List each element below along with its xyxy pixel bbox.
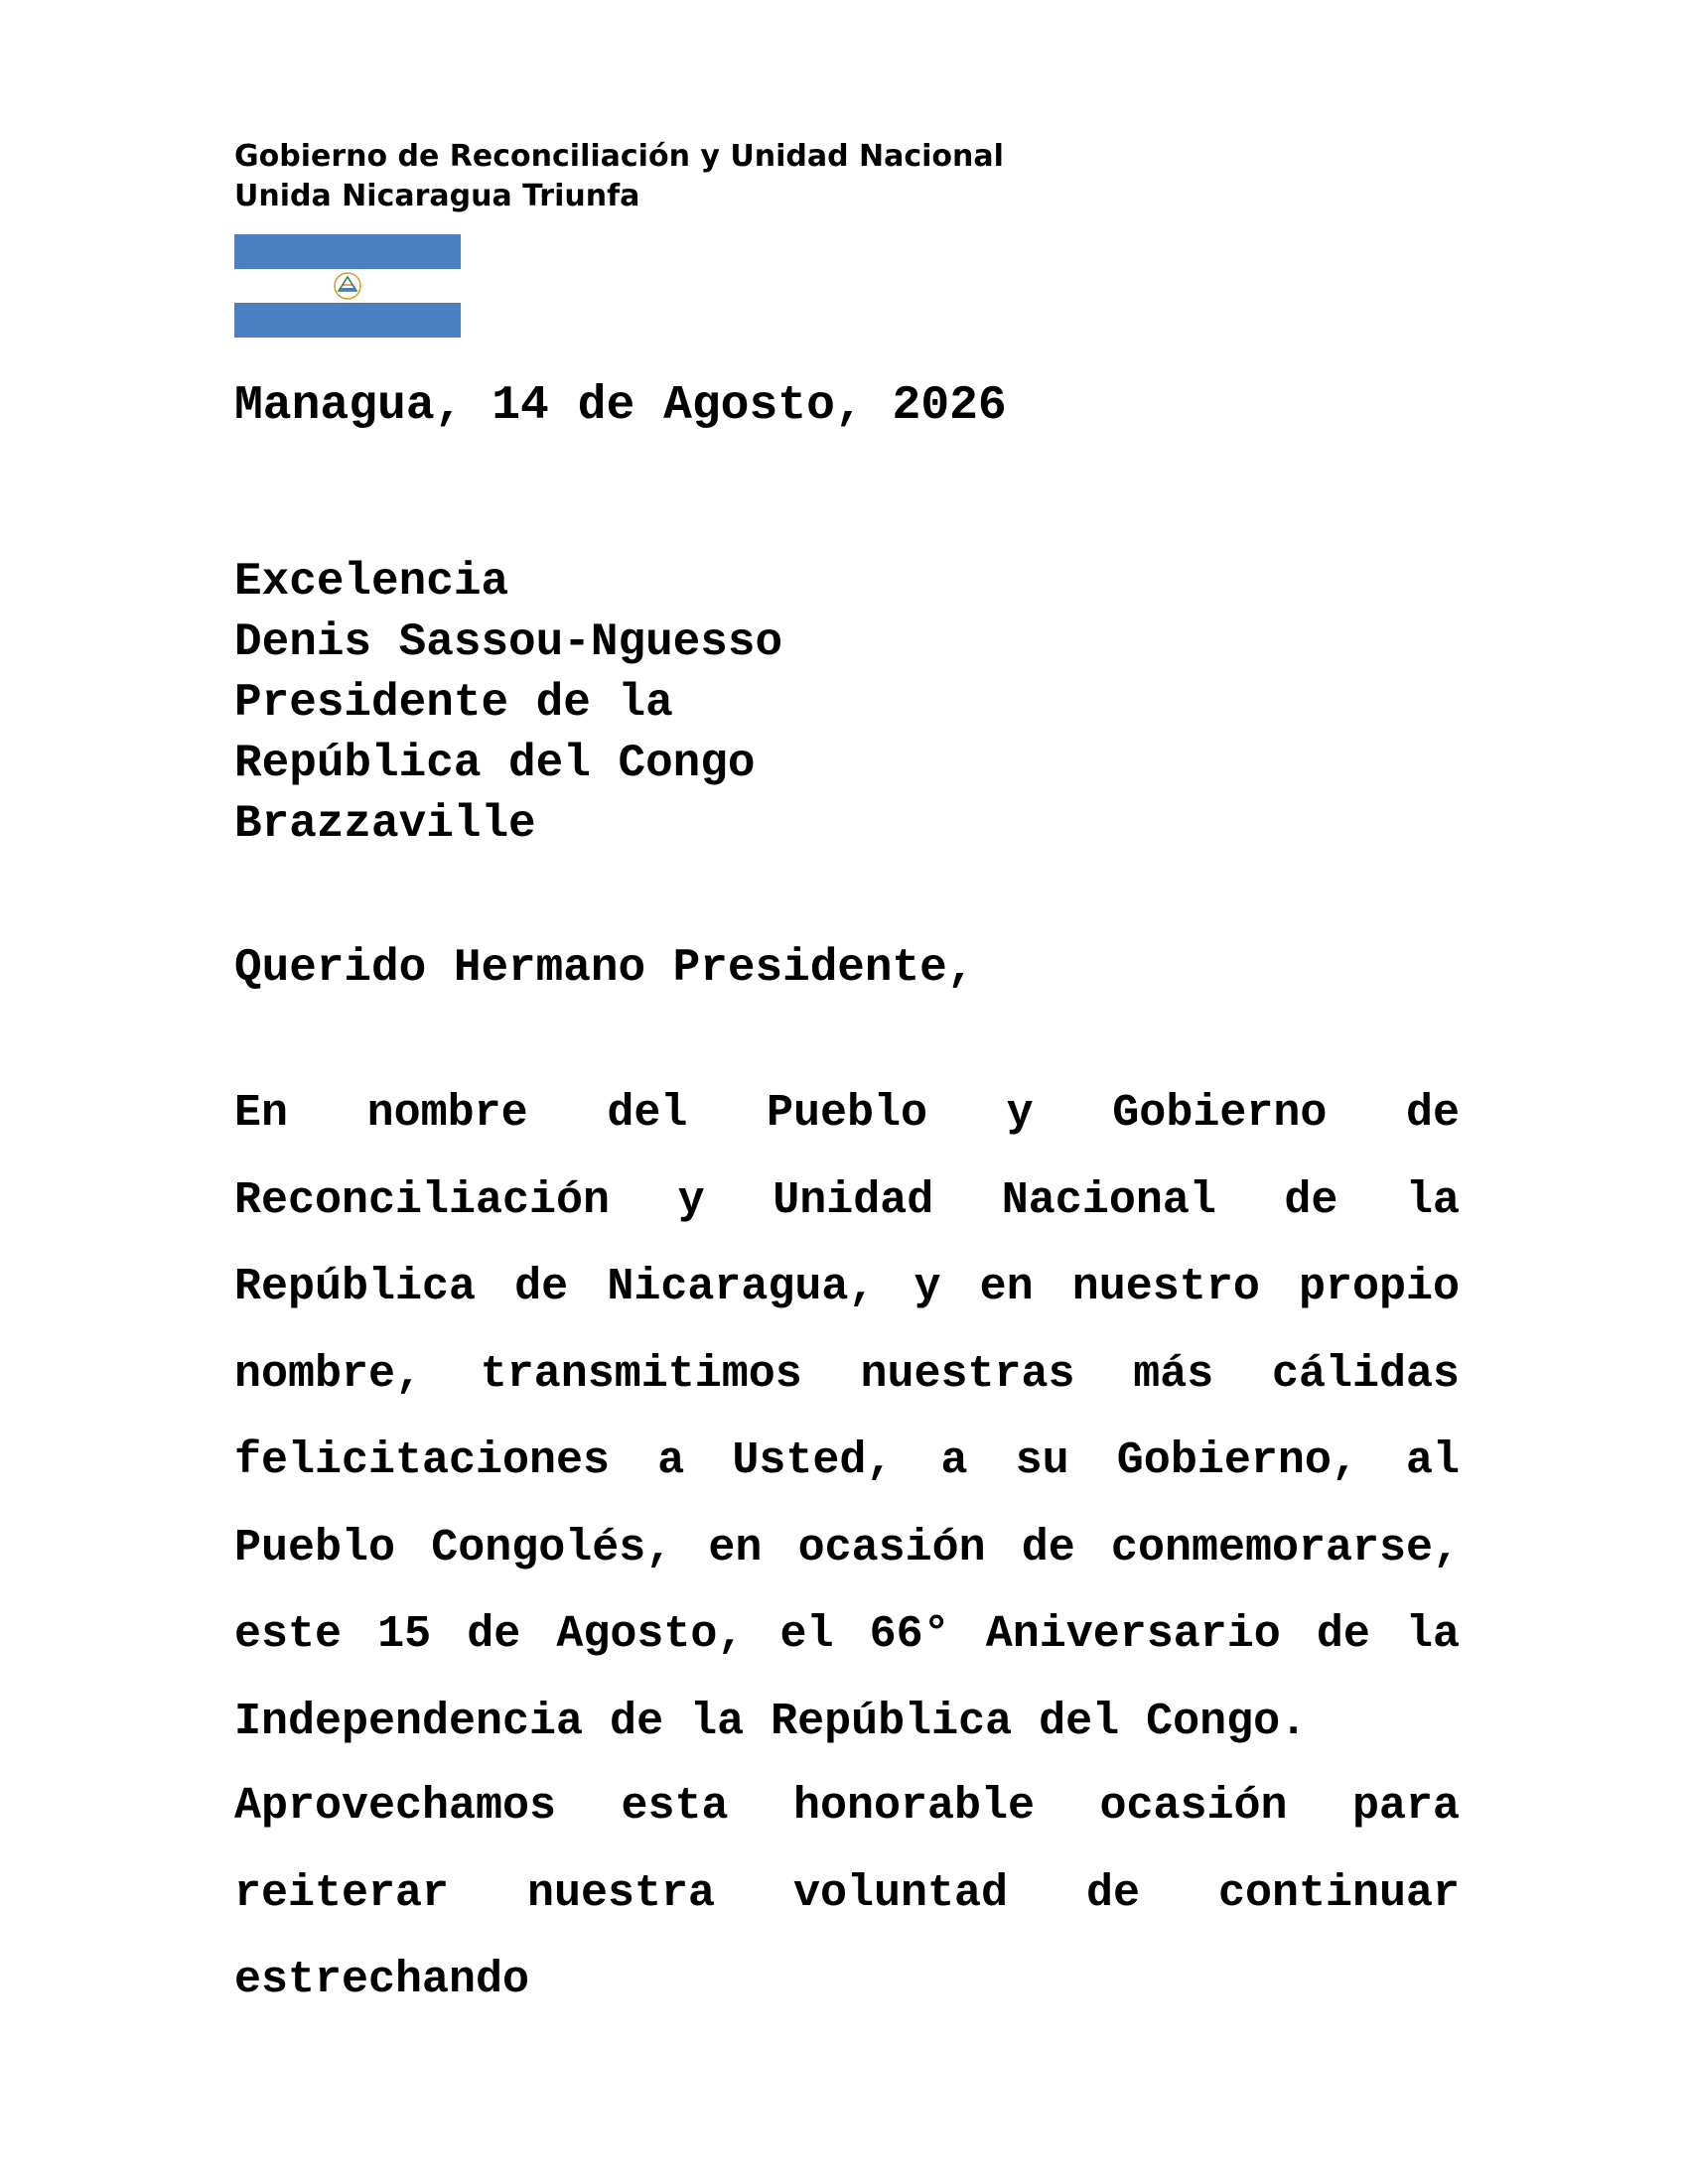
body-paragraph: Aprovechamos esta honorable ocasión para reiterar nuestra voluntad de continuar estrechando [234, 1781, 1460, 2005]
letter-date: Managua, 14 de Agosto, 2026 [234, 379, 1007, 433]
salutation: Querido Hermano Presidente, [234, 942, 975, 994]
recipient-line: República del Congo [234, 738, 756, 789]
recipient-block [234, 552, 782, 855]
letterhead-motto: Unida Nicaragua Triunfa [234, 179, 640, 213]
letterhead-government: Gobierno de Reconciliación y Unidad Nacional [234, 139, 1004, 174]
flag-band-top [234, 234, 461, 269]
coat-of-arms-icon [328, 270, 367, 302]
body-paragraph: En nombre del Pueblo y Gobierno de Reconciliación y Unidad Nacional de la República de Nicaragua, y en nuestro propio nombre, transmitimos nuestras más cálidas felicitaciones a Usted, a su Gobierno, al Pueblo Congolés, en ocasión de conmemorarse, este 15 de Agosto, el 66° Aniversario de la Independencia de la República del Congo. [234, 1088, 1460, 1747]
letterhead [234, 137, 1004, 216]
recipient-line: Excelencia [234, 556, 509, 608]
nicaragua-flag-icon [234, 234, 461, 338]
recipient-line: Denis Sassou-Nguesso [234, 616, 783, 668]
recipient-line: Brazzaville [234, 798, 536, 850]
flag-band-middle [234, 269, 461, 304]
flag-band-bottom [234, 303, 461, 338]
recipient-line: Presidente de la [234, 677, 673, 729]
